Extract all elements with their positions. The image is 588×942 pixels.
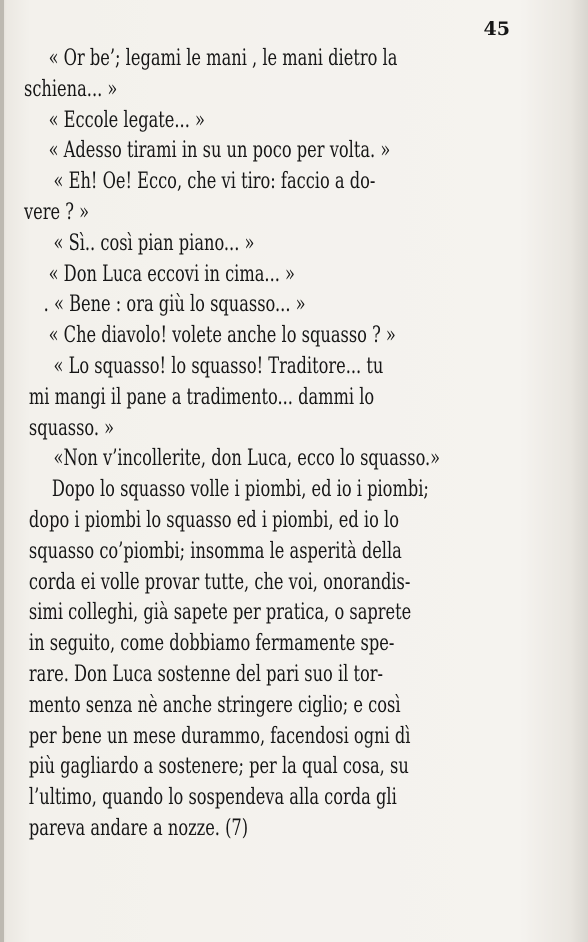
text-line: « Eccole legate... »	[48, 107, 205, 133]
text-line: mi mangi il pane a tradimento... dammi lo	[28, 384, 375, 410]
text-line: « Don Luca eccovi in cima... »	[48, 261, 295, 287]
text-line: . « Bene : ora giù lo squasso... »	[43, 292, 306, 318]
text-line: dopo i piombi lo squasso ed i piombi, ed io lo	[28, 507, 399, 533]
body-text	[24, 44, 526, 845]
text-line: Dopo lo squasso volle i piombi, ed io i piombi;	[51, 477, 429, 503]
text-line: « Lo squasso! lo squasso! Traditore... tu	[53, 353, 384, 379]
text-line: l’ultimo, quando lo sospendeva alla corda gli	[28, 785, 397, 811]
text-line: squasso. »	[28, 415, 115, 441]
text-line: «Non v’incollerite, don Luca, ecco lo squasso.»	[53, 446, 441, 472]
text-line: « Or be’; legami le mani , le mani dietro la	[48, 46, 398, 71]
page-number: 45	[483, 18, 510, 40]
text-line: più gagliardo a sostenere; per la qual cosa, su	[28, 754, 409, 780]
text-line: « Sì.. così pian piano... »	[53, 230, 255, 256]
text-line: squasso co’piombi; insomma le asperità della	[28, 538, 402, 564]
text-line: schiena... »	[24, 76, 118, 102]
text-line: « Adesso tirami in su un poco per volta. »	[48, 138, 391, 164]
text-line: rare. Don Luca sostenne del pari suo il tor-	[28, 661, 384, 687]
page-edge	[0, 0, 4, 942]
text-line: mento senza nè anche stringere ciglio; e così	[28, 692, 401, 718]
text-line: simi colleghi, già sapete per pratica, o saprete	[28, 600, 412, 626]
text-line: pareva andare a nozze. (7)	[28, 815, 249, 841]
text-line: corda ei volle provar tutte, che voi, onorandis-	[28, 569, 411, 595]
text-line: per bene un mese durammo, facendosi ogni dì	[28, 723, 411, 749]
text-line: « Che diavolo! volete anche lo squasso ? »	[48, 323, 396, 349]
text-line: vere ? »	[24, 199, 90, 225]
text-line: « Eh! Oe! Ecco, che vi tiro: faccio a do-	[53, 169, 376, 195]
text-line: in seguito, come dobbiamo fermamente spe-	[28, 631, 395, 657]
